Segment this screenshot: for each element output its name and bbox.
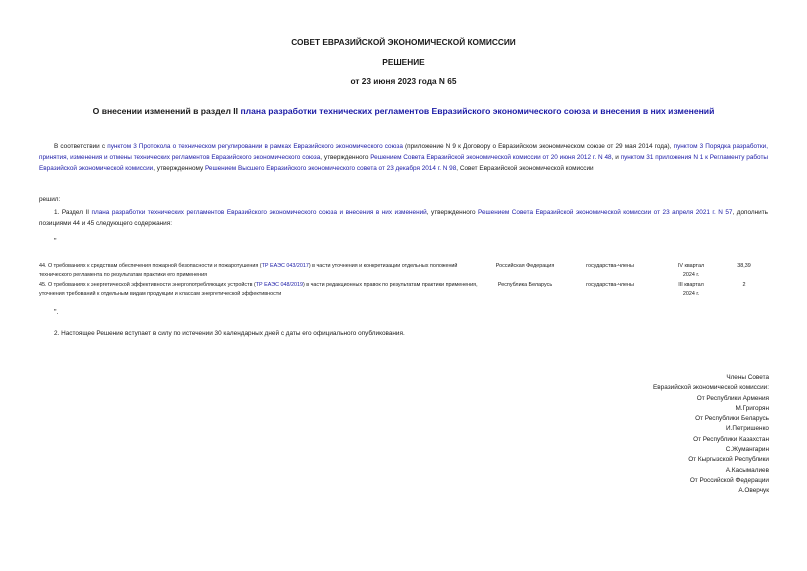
text: 1. Раздел II [54, 209, 92, 216]
link-decision-57[interactable]: Решением Совета Евразийской экономической комиссии от 23 апреля 2021 г. N 57 [478, 209, 733, 216]
text: 44. О требованиях к средствам обеспечения пожарной безопасности и пожаротушения ( [39, 263, 262, 269]
signature-line: И.Петришенко [726, 425, 769, 433]
table-row-44-developer: Российская Федерация [495, 263, 555, 269]
title-link[interactable]: плана разработки технических регламентов Евразийского экономического союза и внесения в них изменений [240, 106, 715, 116]
text: , утвержденного [320, 154, 371, 162]
signature-line: М.Григорян [735, 404, 769, 412]
text: (приложение N 9 к Договору о Евразийском экономическом союзе от 29 мая 2014 года), [402, 143, 674, 150]
table-row-45-ref: 2 [742, 282, 746, 288]
table-row-44-ref: 38,39 [737, 263, 751, 269]
link-protocol-point-3[interactable]: пунктом 3 Протокола о техническом регулировании в рамках Евразийского экономического союза [107, 143, 403, 150]
table-row-45-description [39, 281, 479, 298]
text: ) в части редакционных правок по результатам практики применения, уточнения требований к отдельным видам продукции и классам энергетической эффективности [39, 282, 478, 297]
document-title [0, 106, 807, 116]
text: ) в части уточнения и конкретизации отдельных положений технического регламента по результатам практики его применения [39, 263, 458, 278]
table-row-44-deadline [657, 262, 725, 279]
table-row-45-deadline [657, 281, 725, 298]
year: 2024 г. [682, 290, 700, 297]
link-decision-48[interactable]: Решением Совета Евразийской экономической комиссии от 20 июня 2012 г. N 48 [370, 154, 612, 162]
text: , дополнить позициями 44 и 45 следующего содержания: [39, 209, 768, 228]
point-1-paragraph [39, 207, 768, 229]
text: , Совет Евразийской экономической комиссии [456, 165, 594, 173]
link-plan[interactable]: плана разработки технических регламентов Евразийского экономического союза и внесения в них изменений [91, 209, 427, 216]
link-tr-043[interactable]: ТР ЕАЭС 043/2017 [261, 263, 309, 269]
link-decision-98[interactable]: Решением Высшего Евразийского экономического совета от 23 декабря 2014 г. N 98 [204, 165, 457, 173]
quote-open: " [54, 238, 57, 245]
signature-line: Члены Совета [726, 374, 769, 381]
table-row-45-members: государства-члены [586, 282, 634, 288]
quarter: IV квартал [677, 263, 705, 269]
title-prefix: О внесении изменений в раздел II [92, 106, 241, 116]
signature-line: От Республики Армения [696, 394, 769, 402]
table-row-44-description [39, 262, 479, 279]
signature-line: От Российской Федерации [689, 476, 769, 484]
document-date-number: от 23 июня 2023 года N 65 [350, 76, 457, 86]
table-row-45-developer: Республика Беларусь [497, 282, 553, 288]
signature-line: С.Жумангарин [725, 446, 769, 454]
signature-line: А.Оверчук [738, 487, 769, 495]
quarter: III квартал [678, 282, 704, 288]
signature-line: От Республики Беларусь [695, 415, 769, 423]
signature-line: От Республики Казахстан [693, 435, 769, 443]
signature-line: Евразийской экономической комиссии: [653, 384, 769, 392]
signature-line: А.Касымалиев [725, 466, 769, 474]
table-row-44-members: государства-члены [586, 263, 634, 269]
text: 45. О требованиях к энергетической эффективности энергопотребляющих устройств ( [39, 282, 256, 288]
point-2-paragraph: 2. Настоящее Решение вступает в силу по истечении 30 календарных дней с даты его официального опубликования. [54, 330, 405, 337]
text: , утвержденного [426, 209, 479, 216]
text: , и [611, 154, 621, 162]
text: , утвержденному [153, 165, 205, 173]
quote-close: ". [54, 309, 59, 316]
link-regulation-point-31[interactable]: пунктом 31 приложения N 1 к Регламенту работы Евразийской экономической комиссии [39, 154, 768, 173]
link-procedure-point-3[interactable]: пунктом 3 Порядка разработки, принятия, изменения и отмены технических регламентов Евразийского экономического союза [39, 143, 768, 162]
preamble-paragraph [39, 141, 768, 175]
signature-line: От Кыргызской Республики [688, 456, 769, 464]
document-type: РЕШЕНИЕ [382, 57, 425, 67]
link-tr-048[interactable]: ТР ЕАЭС 048/2019 [255, 282, 303, 288]
year: 2024 г. [682, 271, 700, 278]
resolved-label: решил: [39, 196, 61, 203]
text: В соответствии с [54, 143, 108, 150]
signature-block [653, 373, 769, 497]
council-name: СОВЕТ ЕВРАЗИЙСКОЙ ЭКОНОМИЧЕСКОЙ КОМИССИИ [291, 37, 516, 47]
